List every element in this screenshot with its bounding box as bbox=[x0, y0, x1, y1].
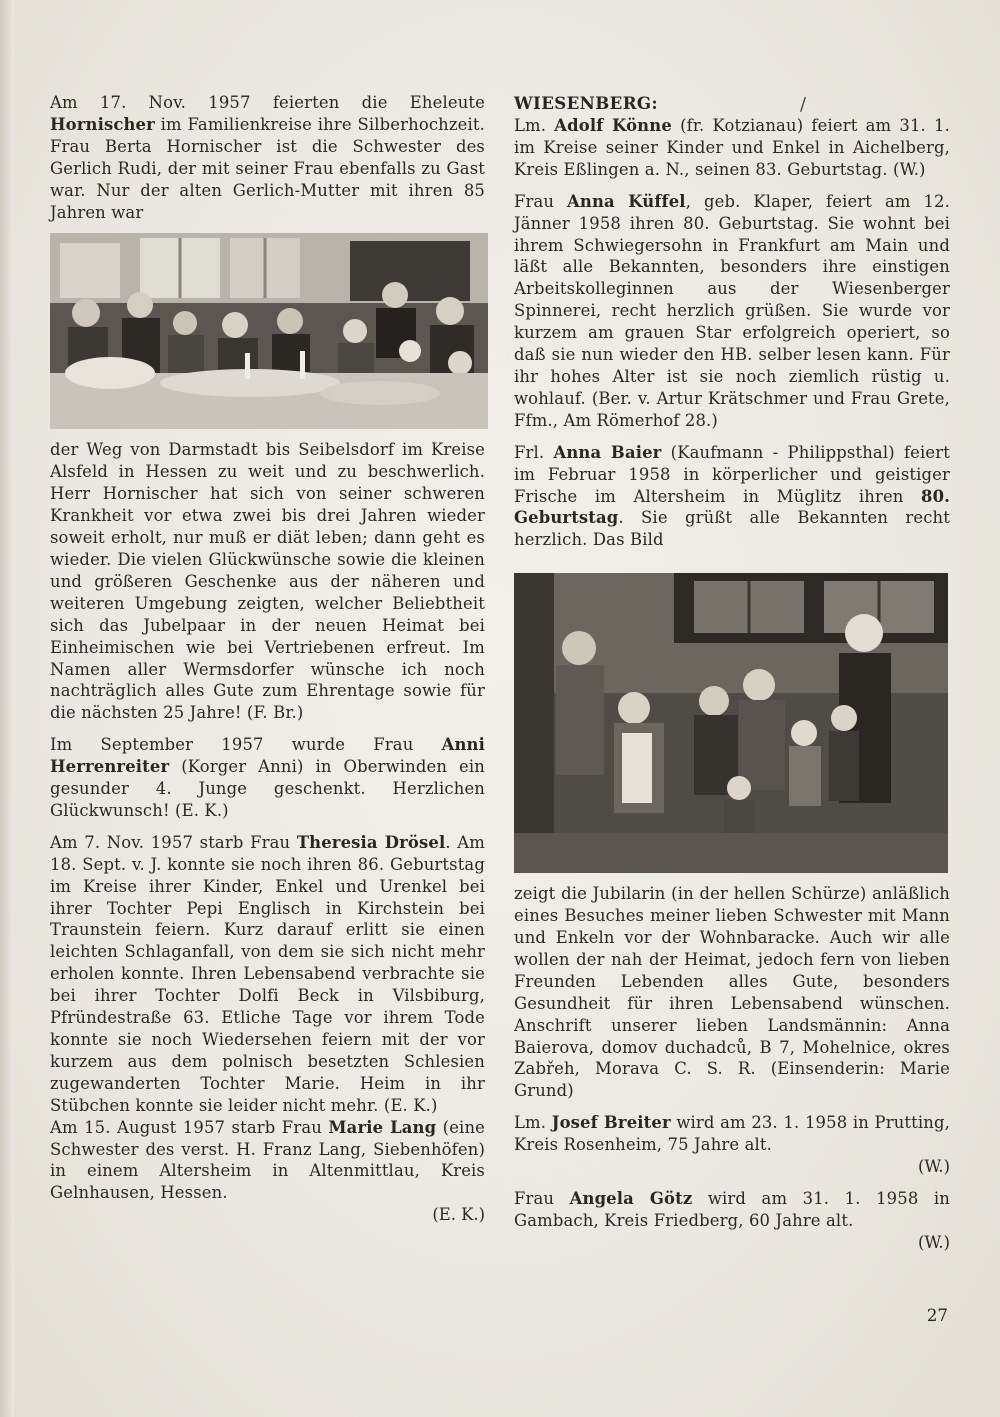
article-koenne: Lm. Adolf Könne (fr. Kotzianau) feiert am 31. 1. im Kreise seiner Kinder und Enkel in Aichelberg, Kreis Eßlingen a. N., seinen 83. Geburtstag. (W.) bbox=[514, 116, 950, 179]
article-breiter: Lm. Josef Breiter wird am 23. 1. 1958 in Prutting, Kreis Rosenheim, 75 Jahre alt. bbox=[514, 1113, 950, 1155]
signature-w-goetz: (W.) bbox=[918, 1232, 950, 1252]
left-column bbox=[50, 92, 485, 1236]
article-baier: Frl. Anna Baier (Kaufmann - Philippsthal) feiert im Februar 1958 in körperlicher und geistiger Frische im Altersheim in Müglitz ihren 80. Geburtstag. Sie grüßt alle Bekannten recht herzlich. Das Bild bbox=[514, 442, 950, 550]
page-fold-shadow bbox=[0, 0, 14, 1417]
signature-w-breiter: (W.) bbox=[918, 1157, 950, 1177]
article-hornischer-part1: Am 17. Nov. 1957 feierten die Eheleute Hornischer im Familienkreise ihre Silberhochzeit. Frau Berta Hornischer ist die Schwester des Gerlich Rudi, der mit seiner Frau ebenfalls zu Gast war. Nur der alten Gerlich-Mutter mit ihren 85 Jahren war bbox=[50, 93, 485, 222]
jubilarin-photo-image bbox=[514, 573, 948, 873]
family-photo-image bbox=[50, 233, 488, 429]
article-droesel: Am 7. Nov. 1957 starb Frau Theresia Drösel. Am 18. Sept. v. J. konnte sie noch ihren 86. Geburtstag im Kreise ihrer Kinder, Enkel und Urenkel bei ihrer Tochter Pepi Englisch in Kirchstein bei Traunstein feiern. Kurz darauf erlitt sie einen leichten Schlaganfall, von dem sie sich nicht mehr erholen konnte. Ihren Lebensabend verbrachte sie bei ihrer Tochter Dolfi Beck in Vilsbiburg, Pfründestraße 63. Etliche Tage vor ihrem Tode konnte sie noch Wiedersehen feiern mit der vor kurzem aus dem polnisch besetzten Schlesien zugewanderten Tochter Marie. Heim in ihr Stübchen konnte sie leider nicht mehr. (E. K.) bbox=[50, 832, 485, 1115]
article-herrenreiter: Im September 1957 wurde Frau Anni Herrenreiter (Korger Anni) in Oberwinden ein gesunder 4. Junge geschenkt. Herzlichen Glückwunsch! (E. K.) bbox=[50, 735, 485, 820]
article-baier-caption: zeigt die Jubilarin (in der hellen Schürze) anläßlich eines Besuches meiner lieben Schwester mit Mann und Enkeln vor der Wohnbaracke. Auch wir alle wollen der nah der Heimat, jedoch fern von lieben Freunden Lebenden alles Gute, besonders Gesundheit für ihren Lebensabend wünschen. Anschrift unserer lieben Landsmännin: Anna Baierova, domov duchadců, B 7, Mohelnice, okres Zabřeh, Morava C. S. R. (Einsenderin: Marie Grund) bbox=[514, 884, 950, 1101]
photo-jubilarin-wohnbaracke bbox=[514, 573, 950, 873]
page-number: 27 bbox=[926, 1306, 948, 1325]
signature-ek: (E. K.) bbox=[432, 1205, 485, 1225]
article-kueffel: Frau Anna Küffel, geb. Klaper, feiert am 12. Jänner 1958 ihren 80. Geburtstag. Sie wohnt bei ihrem Schwiegersohn in Frankfurt am Main und läßt alle Bekannten, besonders ihre einstigen Arbeitskolleginnen aus der Wiesenberger Spinnerei, recht herzlich grüßen. Sie wurde vor kurzem am grauen Star erfolgreich operiert, so daß sie nun wieder den HB. selber lesen kann. Für ihr hohes Alter ist sie noch ziemlich rüstig u. wohlauf. (Ber. v. Artur Krätschmer und Frau Grete, Ffm., Am Römerhof 28.) bbox=[514, 191, 950, 430]
pencil-mark: / bbox=[800, 94, 807, 115]
article-goetz: Frau Angela Götz wird am 31. 1. 1958 in Gambach, Kreis Friedberg, 60 Jahre alt. bbox=[514, 1189, 951, 1230]
article-hornischer-part2: der Weg von Darmstadt bis Seibelsdorf im Kreise Alsfeld in Hessen zu weit und zu beschwerlich. Herr Hornischer hat sich von seiner schweren Krankheit vor etwa zwei bis drei Jahren wieder soweit erholt, nur muß er diät leben; dann geht es wieder. Die vielen Glückwünsche sowie die kleinen und größeren Geschenke aus der näheren und weiteren Umgebung zeigten, welcher Beliebtheit sich das Jubelpaar in der neuen Heimat bei Einheimischen wie bei Vertriebenen erfreut. Im Namen aller Wermsdorfer wünsche ich noch nachträglich alles Gute zum Ehrentage sowie für die nächsten 25 Jahre! (F. Br.) bbox=[50, 440, 485, 723]
photo-family-gathering bbox=[50, 233, 485, 429]
article-lang: Am 15. August 1957 starb Frau Marie Lang (eine Schwester des verst. H. Franz Lang, Siebenhöfen) in einem Altersheim in Altenmittlau, Kreis Gelnhausen, Hessen. bbox=[50, 1117, 485, 1203]
section-heading-wiesenberg: WIESENBERG: bbox=[514, 93, 659, 113]
right-column bbox=[514, 92, 950, 1254]
